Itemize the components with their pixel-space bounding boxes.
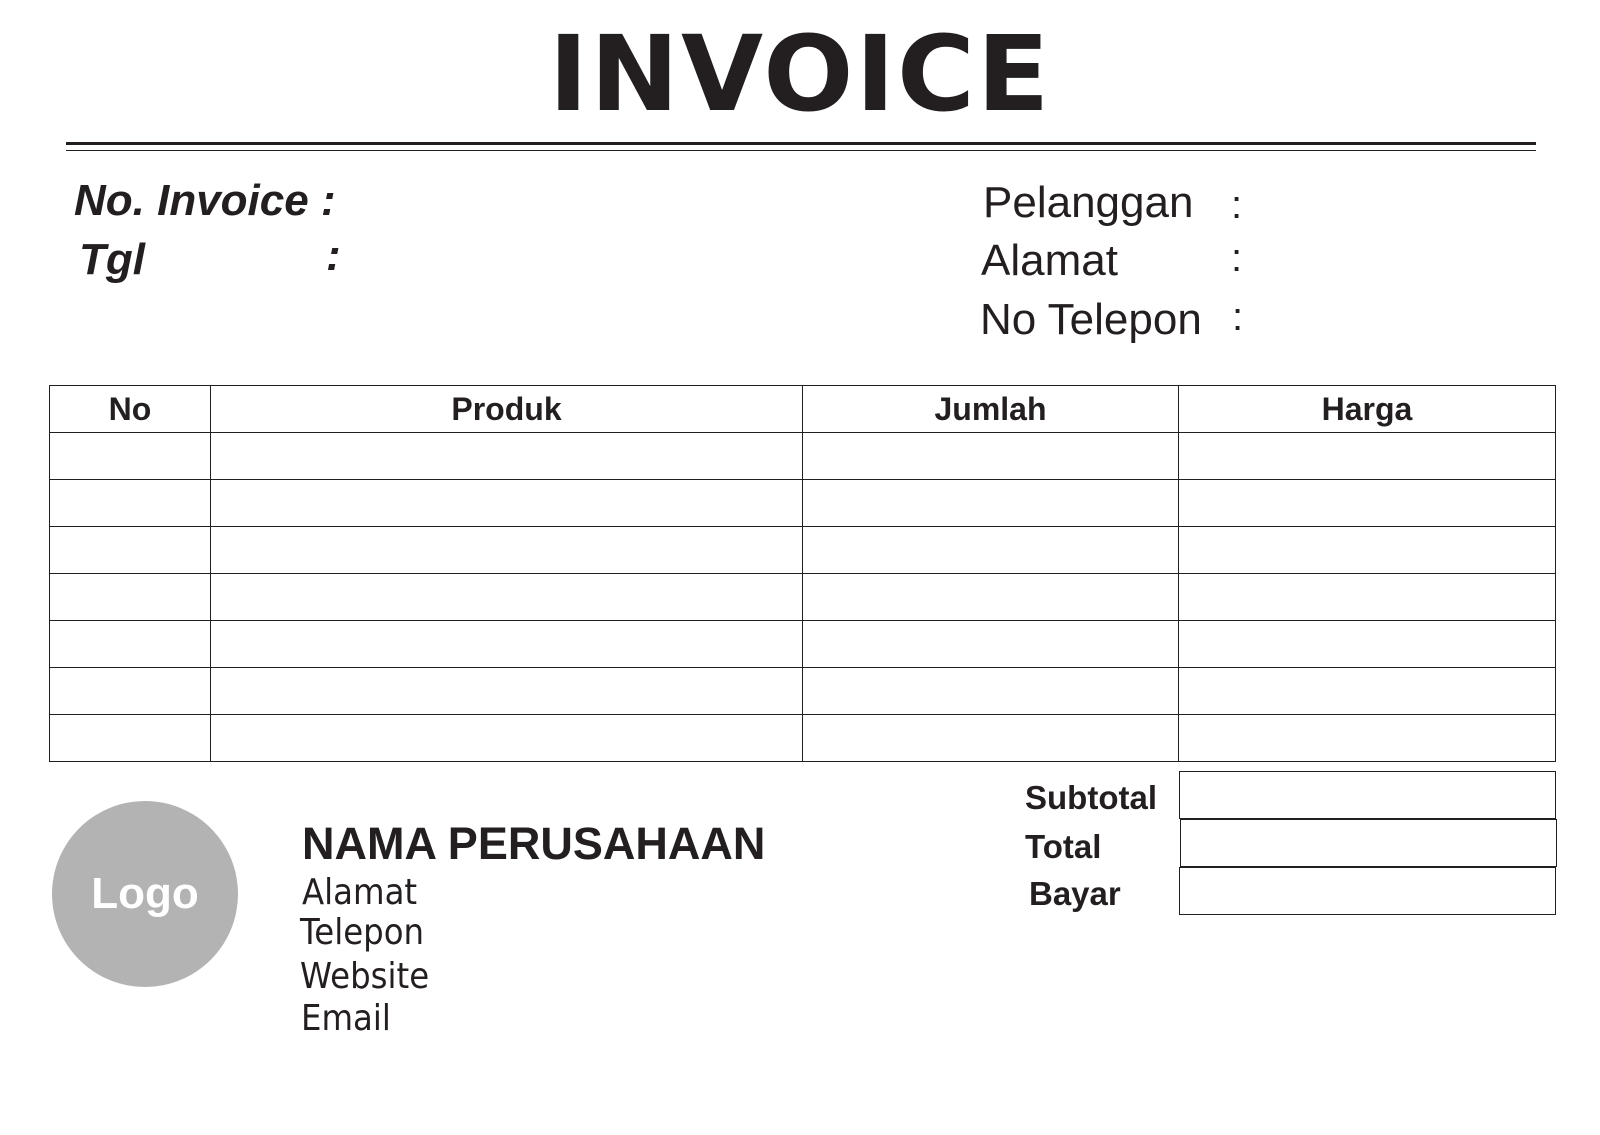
- table-row: [50, 527, 1556, 574]
- cell-harga[interactable]: [1179, 527, 1556, 574]
- company-email: Email: [301, 998, 391, 1039]
- column-header-harga: Harga: [1179, 386, 1556, 433]
- cell-no[interactable]: [50, 668, 211, 715]
- company-website: Website: [300, 956, 430, 997]
- cell-jumlah[interactable]: [803, 433, 1179, 480]
- table-row: [50, 574, 1556, 621]
- logo-text: Logo: [91, 869, 199, 918]
- tgl-label: Tgl: [79, 235, 145, 284]
- cell-produk[interactable]: [211, 574, 803, 621]
- cell-no[interactable]: [50, 433, 211, 480]
- tgl-colon: :: [326, 231, 341, 280]
- table-header-row: [50, 386, 1556, 433]
- cell-jumlah[interactable]: [803, 668, 1179, 715]
- cell-jumlah[interactable]: [803, 574, 1179, 621]
- cell-produk[interactable]: [211, 668, 803, 715]
- cell-harga[interactable]: [1179, 621, 1556, 668]
- header-divider-thin: [66, 150, 1536, 151]
- cell-harga[interactable]: [1179, 574, 1556, 621]
- subtotal-field[interactable]: [1179, 771, 1556, 819]
- header-divider-thick: [66, 142, 1536, 145]
- cell-harga[interactable]: [1179, 715, 1556, 762]
- cell-jumlah[interactable]: [803, 480, 1179, 527]
- invoice-title: INVOICE: [548, 13, 1052, 135]
- items-table: [49, 385, 1556, 762]
- cell-harga[interactable]: [1179, 433, 1556, 480]
- column-header-produk: Produk: [211, 386, 803, 433]
- table-row: [50, 715, 1556, 762]
- total-label: Total: [1025, 828, 1102, 865]
- pelanggan-label: Pelanggan: [983, 178, 1194, 227]
- no-invoice-label: No. Invoice :: [74, 176, 336, 225]
- column-header-no: No: [50, 386, 211, 433]
- alamat-label: Alamat: [981, 236, 1118, 285]
- subtotal-label: Subtotal: [1025, 779, 1157, 816]
- cell-produk[interactable]: [211, 527, 803, 574]
- cell-produk[interactable]: [211, 433, 803, 480]
- cell-no[interactable]: [50, 480, 211, 527]
- cell-harga[interactable]: [1179, 480, 1556, 527]
- cell-no[interactable]: [50, 527, 211, 574]
- bayar-label: Bayar: [1029, 875, 1121, 912]
- telepon-label: No Telepon: [980, 295, 1202, 344]
- alamat-colon: :: [1231, 236, 1243, 280]
- cell-jumlah[interactable]: [803, 715, 1179, 762]
- table-row: [50, 621, 1556, 668]
- cell-jumlah[interactable]: [803, 527, 1179, 574]
- cell-produk[interactable]: [211, 480, 803, 527]
- cell-no[interactable]: [50, 574, 211, 621]
- cell-jumlah[interactable]: [803, 621, 1179, 668]
- pelanggan-colon: :: [1231, 183, 1243, 227]
- company-phone: Telepon: [300, 912, 425, 953]
- table-row: [50, 668, 1556, 715]
- company-logo: [52, 801, 238, 987]
- cell-produk[interactable]: [211, 621, 803, 668]
- cell-no[interactable]: [50, 621, 211, 668]
- total-field[interactable]: [1180, 819, 1557, 867]
- cell-harga[interactable]: [1179, 668, 1556, 715]
- telepon-colon: :: [1232, 295, 1244, 339]
- table-row: [50, 433, 1556, 480]
- cell-no[interactable]: [50, 715, 211, 762]
- bayar-field[interactable]: [1179, 867, 1556, 915]
- company-address: Alamat: [302, 872, 418, 913]
- table-row: [50, 480, 1556, 527]
- cell-produk[interactable]: [211, 715, 803, 762]
- column-header-jumlah: Jumlah: [803, 386, 1179, 433]
- company-name: NAMA PERUSAHAAN: [302, 818, 766, 869]
